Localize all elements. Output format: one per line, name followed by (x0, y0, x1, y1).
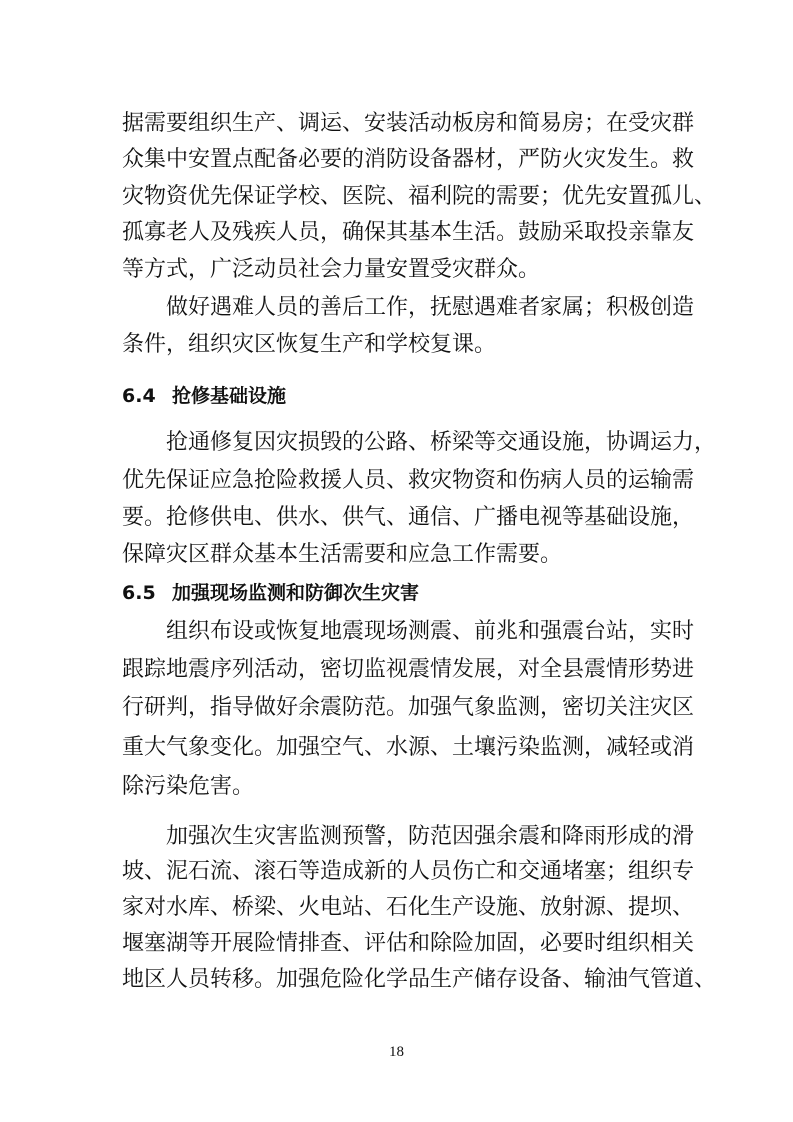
section-heading-6-4 (122, 382, 286, 410)
paragraph-line: 地区人员转移。加强危险化学品生产储存设备、输油气管道、 (122, 967, 717, 992)
paragraph-line: 优先保证应急抢险救援人员、救灾物资和伤病人员的运输需 (122, 468, 695, 493)
paragraph-line: 跟踪地震序列活动，密切监视震情发展，对全县震情形势进 (122, 657, 695, 682)
paragraph-line: 条件，组织灾区恢复生产和学校复课。 (122, 332, 497, 357)
paragraph-line: 行研判，指导做好余震防范。加强气象监测，密切关注灾区 (122, 695, 695, 720)
page-number: 18 (389, 1044, 404, 1060)
paragraph-line: 据需要组织生产、调运、安装活动板房和简易房；在受灾群 (122, 111, 695, 136)
paragraph-line: 除污染危害。 (122, 774, 255, 799)
paragraph-line: 重大气象变化。加强空气、水源、土壤污染监测，减轻或消 (122, 735, 695, 760)
paragraph-line: 抢通修复因灾损毁的公路、桥梁等交通设施，协调运力， (166, 430, 717, 455)
paragraph-line: 坡、泥石流、滚石等造成新的人员伤亡和交通堵塞；组织专 (122, 859, 695, 884)
paragraph-line: 众集中安置点配备必要的消防设备器材，严防火灾发生。救 (122, 147, 695, 172)
section-title: 加强现场监测和防御次生灾害 (172, 582, 420, 604)
section-title: 抢修基础设施 (172, 385, 287, 407)
section-number: 6.4 (122, 385, 156, 407)
section-number: 6.5 (122, 582, 156, 604)
paragraph-line: 保障灾区群众基本生活需要和应急工作需要。 (122, 542, 563, 567)
paragraph-line: 灾物资优先保证学校、医院、福利院的需要；优先安置孤儿、 (122, 184, 717, 209)
paragraph-line: 孤寡老人及残疾人员，确保其基本生活。鼓励采取投亲靠友 (122, 220, 695, 245)
section-heading-6-5 (122, 579, 419, 607)
paragraph-line: 等方式，广泛动员社会力量安置受灾群众。 (122, 257, 541, 282)
paragraph-line: 加强次生灾害监测预警，防范因强余震和降雨形成的滑 (166, 824, 695, 849)
paragraph-line: 做好遇难人员的善后工作，抚慰遇难者家属；积极创造 (166, 295, 695, 320)
paragraph-line: 组织布设或恢复地震现场测震、前兆和强震台站，实时 (166, 619, 695, 644)
paragraph-line: 要。抢修供电、供水、供气、通信、广播电视等基础设施， (122, 505, 695, 530)
paragraph-line: 堰塞湖等开展险情排查、评估和除险加固，必要时组织相关 (122, 931, 695, 956)
paragraph-line: 家对水库、桥梁、火电站、石化生产设施、放射源、提坝、 (122, 895, 695, 920)
